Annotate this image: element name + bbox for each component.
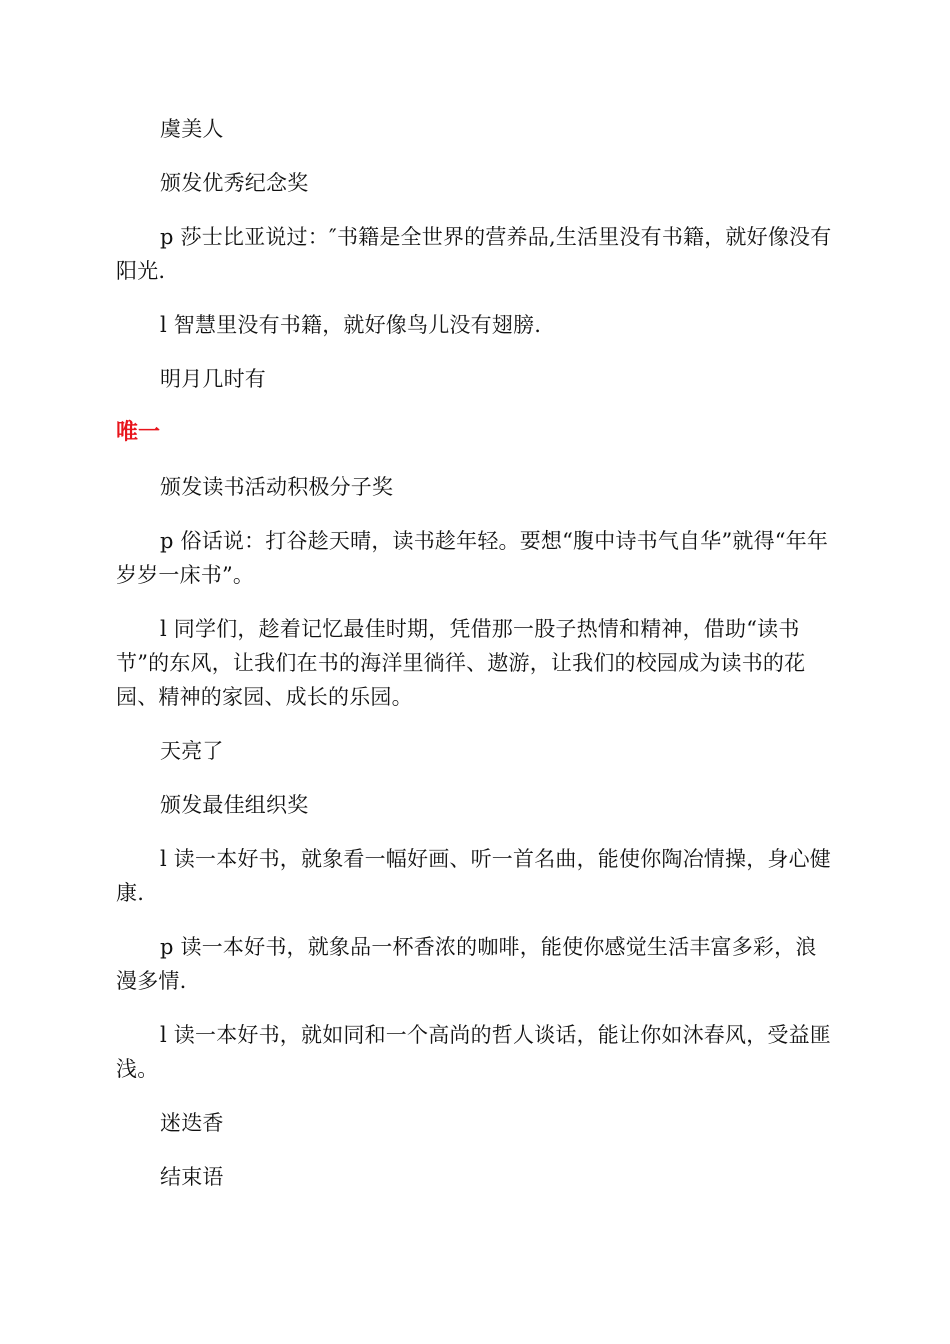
paragraph-award-active: 颁发读书活动积极分子奖 [160, 475, 394, 499]
paragraph-students: l 同学们，趁着记忆最佳时期，凭借那一股子热情和精神，借助“读书节”的东风，让我们在书的海洋里徜徉、遨游，让我们的校园成为读书的花园、精神的家园、成长的乐园。 [116, 617, 806, 709]
paragraph-good-book-philosopher: l 读一本好书，就如同和一个高尚的哲人谈话，能让你如沐春风，受益匪浅。 [116, 1023, 831, 1081]
paragraph-closing: 结束语 [160, 1165, 224, 1189]
paragraph-title-midiexiang: 迷迭香 [160, 1111, 224, 1135]
paragraph-award-excellent: 颁发优秀纪念奖 [160, 171, 309, 195]
paragraph-proverb: p 俗话说：打谷趁天晴，读书趁年轻。要想“腹中诗书气自华”就得“年年岁岁一床书”。 [116, 529, 829, 587]
paragraph-award-organization: 颁发最佳组织奖 [160, 793, 309, 817]
paragraph-title-mingyue: 明月几时有 [160, 367, 266, 391]
paragraph-wisdom: l 智慧里没有书籍，就好像鸟儿没有翅膀. [160, 313, 542, 337]
paragraph-shakespeare-quote: p 莎士比亚说过：″书籍是全世界的营养品,生活里没有书籍，就好像没有阳光. [116, 225, 832, 283]
document-body [116, 112, 832, 1194]
paragraph-title-yumeiren: 虞美人 [160, 117, 224, 141]
section-heading-weiyi: 唯一 [116, 420, 161, 445]
paragraph-title-tianliangle: 天亮了 [160, 739, 224, 763]
paragraph-good-book-coffee: p 读一本好书，就象品一杯香浓的咖啡，能使你感觉生活丰富多彩，浪漫多情. [116, 935, 817, 993]
paragraph-good-book-painting: l 读一本好书，就象看一幅好画、听一首名曲，能使你陶冶情操，身心健康. [116, 847, 831, 905]
